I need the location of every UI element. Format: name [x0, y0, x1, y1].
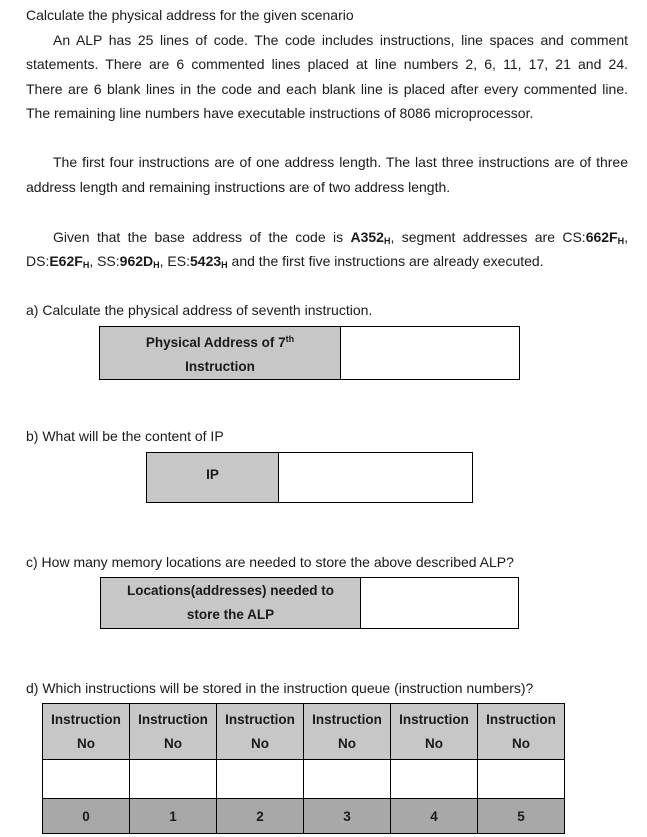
para1-line2: statements. There are 6 commented lines placed at line numbers 2, 6, 11, 17, 21 and 24. — [26, 56, 628, 72]
header-cell: Instruction No — [304, 704, 391, 760]
para3-line2: $DS:E62F_H$, $SS:962D_H$, $ES:5423_H$ and the first five instructions are already executed. — [26, 253, 544, 270]
index-cell: 3 — [304, 799, 391, 834]
header-cell: Instruction No — [217, 704, 304, 760]
para3-prefix: Given that the base address of the code is — [53, 229, 344, 245]
ss-address: 962D — [119, 253, 154, 269]
para1-line4: The remaining line numbers have executable instructions of 8086 microprocessor. — [26, 105, 534, 121]
question-a: a) Calculate the physical address of seventh instruction. — [26, 302, 373, 318]
answer-d-cell[interactable] — [43, 760, 130, 799]
header-cell: Instruction No — [130, 704, 217, 760]
para3-suffix: and the first five instructions are already executed. — [231, 253, 544, 269]
answer-b-field[interactable] — [279, 453, 473, 503]
question-c: c) How many memory locations are needed to store the above described ALP? — [26, 554, 514, 570]
answer-d-cell[interactable] — [391, 760, 478, 799]
header-cell: Instruction No — [43, 704, 130, 760]
para3-line1: Given that the base address of the code is $A352_H$, segment addresses are $CS:662F_H$, — [53, 229, 629, 246]
para1-line3: There are 6 blank lines in the code and each blank line is placed after every commented line. — [26, 81, 628, 97]
table-d-index-row — [43, 799, 565, 834]
base-address: A352 — [350, 229, 384, 245]
table-b-label: IP — [147, 453, 279, 503]
ds-address: E62F — [49, 253, 83, 269]
header-cell: Instruction No — [391, 704, 478, 760]
table-d-header-row — [43, 704, 565, 760]
answer-d-cell[interactable] — [478, 760, 565, 799]
heading: Calculate the physical address for the given scenario — [26, 7, 354, 23]
question-d: d) Which instructions will be stored in the instruction queue (instruction numbers)? — [26, 680, 534, 696]
answer-c-field[interactable] — [361, 578, 519, 629]
question-b: b) What will be the content of IP — [26, 428, 224, 444]
es-address: 5423 — [190, 253, 222, 269]
para2-line2: address length and remaining instructions are of two address length. — [26, 179, 451, 195]
header-cell: Instruction No — [478, 704, 565, 760]
index-cell: 1 — [130, 799, 217, 834]
index-cell: 4 — [391, 799, 478, 834]
index-cell: 0 — [43, 799, 130, 834]
table-d — [42, 703, 565, 834]
para2-line1: The first four instructions are of one address length. The last three instructions are of three — [53, 154, 628, 170]
answer-d-cell[interactable] — [217, 760, 304, 799]
answer-d-cell[interactable] — [130, 760, 217, 799]
table-c-label: Locations(addresses) needed to store the ALP — [101, 578, 361, 629]
table-c — [100, 577, 519, 629]
index-cell: 2 — [217, 799, 304, 834]
para1-line1: An ALP has 25 lines of code. The code includes instructions, line spaces and comment — [53, 32, 628, 48]
index-cell: 5 — [478, 799, 565, 834]
answer-a-field[interactable] — [341, 327, 520, 380]
cs-address: 662F — [585, 229, 618, 245]
table-d-answer-row — [43, 760, 565, 799]
table-a — [99, 326, 520, 380]
table-b — [146, 452, 473, 503]
para3-mid: , segment addresses are CS: — [390, 229, 586, 245]
table-a-label: Physical Address of 7th Instruction — [100, 327, 341, 380]
answer-d-cell[interactable] — [304, 760, 391, 799]
